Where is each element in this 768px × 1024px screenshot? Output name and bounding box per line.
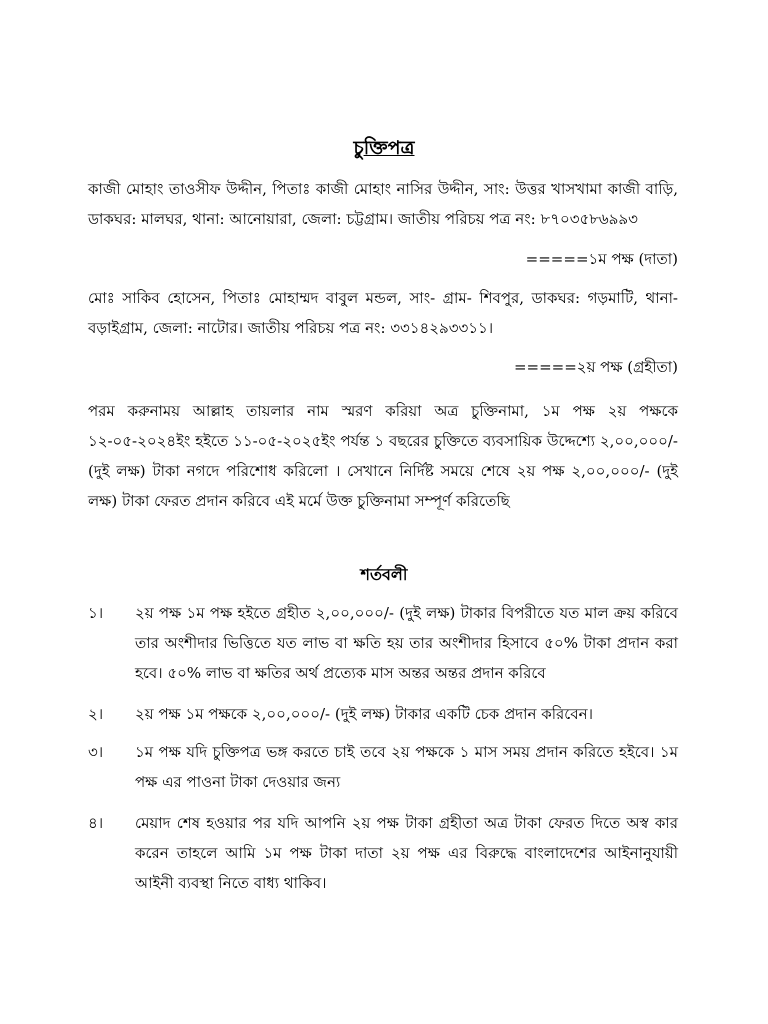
party1-label: =====১ম পক্ষ (দাতা) xyxy=(525,250,678,268)
term-text: মেয়াদ শেষ হওয়ার পর যদি আপনি ২য় পক্ষ টাকা গ্রহীতা অত্র টাকা ফেরত দিতে অস্ব কার করেন তাহলে আমি ১ম পক্ষ টাকা দাতা ২য় পক্ষ এর বিরুদ্ধে বাংলাদেশের আইনানুযায়ী আইনী ব্যবস্থা নিতে বাধ্য থাকিব। xyxy=(135,814,678,892)
term-text: ২য় পক্ষ ১ম পক্ষ হইতে গ্রহীত ২,০০,০০০/- (দুই লক্ষ) টাকার বিপরীতে যত মাল ক্রয় করিবে তার অংশীদার ভিত্তিতে যত লাভ বা ক্ষতি হয় তার অংশীদার হিসাবে ৫০% টাকা প্রদান করা হবে। ৫০% লাভ বা ক্ষতির অর্থ প্রত্যেক মাস অন্তর অন্তর প্রদান করিবে xyxy=(135,604,678,682)
term-number: ২। xyxy=(88,705,104,723)
term-text: ১ম পক্ষ যদি চুক্তিপত্র ভঙ্গ করতে চাই তবে ২য় পক্ষকে ১ মাস সময় প্রদান করিতে হইবে। ১ম পক্ষ এর পাওনা টাকা দেওয়ার জন্য xyxy=(135,743,678,791)
term-number: ৪। xyxy=(88,814,104,832)
party1-details: কাজী মোহাং তাওসীফ উদ্দীন, পিতাঃ কাজী মোহাং নাসির উদ্দীন, সাং: উত্তর খাসখামা কাজী বাড়ি, ডাকঘর: মালঘর, থানা: আনোয়ারা, জেলা: চট্টগ্রাম। জাতীয় পরিচয় পত্র নং: ৮৭০৩৫৮৬৯৯৩ xyxy=(88,180,678,228)
document-title: চুক্তিপত্র xyxy=(353,137,415,159)
party2-details: মোঃ সাকিব হোসেন, পিতাঃ মোহাম্মদ বাবুল মন্ডল, সাং- গ্রাম- শিবপুর, ডাকঘর: গড়মাটি, থানা- বড়াইগ্রাম, জেলা: নাটোর। জাতীয় পরিচয় পত্র নং: ৩৩১৪২৯৩৩১১। xyxy=(88,289,678,337)
term-number: ১। xyxy=(88,604,104,622)
term-number: ৩। xyxy=(88,743,104,761)
terms-heading: শর্তবলী xyxy=(360,565,408,584)
party2-label: =====২য় পক্ষ (গ্রহীতা) xyxy=(513,358,678,376)
preamble-paragraph: পরম করুনাময় আল্লাহ তায়লার নাম স্মরণ করিয়া অত্র চুক্তিনামা, ১ম পক্ষ ২য় পক্ষকে ১২-০৫-২০২৪ইং হইতে ১১-০৫-২০২৫ইং পর্যন্ত ১ বছরের চুক্তিতে ব্যবসায়িক উদ্দেশ্যে ২,০০,০০০/- (দুই লক্ষ) টাকা নগদে পরিশোধ করিলো । সেখানে নির্দিষ্ট সময়ে শেষে ২য় পক্ষ ২,০০,০০০/- (দুই লক্ষ) টাকা ফেরত প্রদান করিবে এই মর্মে উক্ত চুক্তিনামা সম্পূর্ণ করিতেছি xyxy=(88,402,678,510)
term-text: ২য় পক্ষ ১ম পক্ষকে ২,০০,০০০/- (দুই লক্ষ) টাকার একটি চেক প্রদান করিবেন। xyxy=(135,705,593,723)
